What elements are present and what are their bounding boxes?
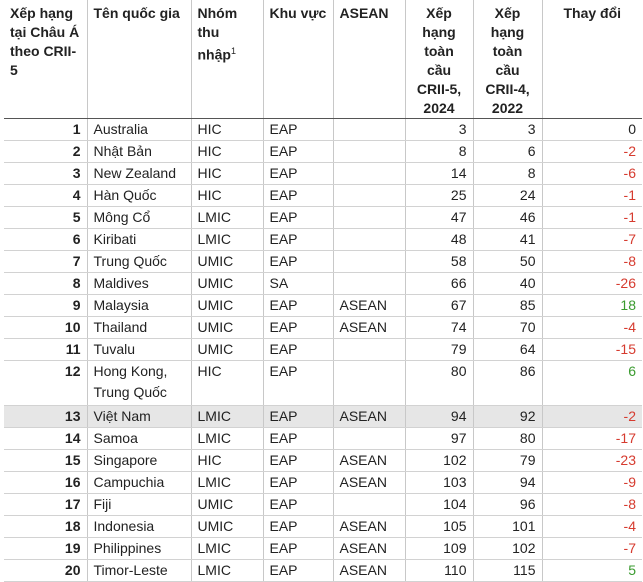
cell-country: Timor-Leste	[87, 560, 191, 582]
cell-region: EAP	[263, 516, 333, 538]
table-row	[4, 163, 642, 185]
header-country: Tên quốc gia	[87, 0, 191, 119]
cell-income: HIC	[191, 163, 263, 185]
table-row	[4, 185, 642, 207]
cell-global-rank-2024: 48	[405, 229, 473, 251]
crii-ranking-table	[4, 0, 642, 582]
table-row	[4, 339, 642, 361]
cell-region: EAP	[263, 141, 333, 163]
cell-income: LMIC	[191, 560, 263, 582]
cell-asean: ASEAN	[333, 538, 405, 560]
cell-change: -15	[542, 339, 642, 361]
cell-global-rank-2024: 105	[405, 516, 473, 538]
cell-income: LMIC	[191, 207, 263, 229]
cell-asean	[333, 163, 405, 185]
cell-global-rank-2022: 86	[473, 361, 542, 406]
cell-change: -17	[542, 428, 642, 450]
table-row	[4, 494, 642, 516]
cell-change: -4	[542, 516, 642, 538]
cell-income: HIC	[191, 141, 263, 163]
cell-region: EAP	[263, 119, 333, 141]
cell-global-rank-2024: 47	[405, 207, 473, 229]
cell-change: -4	[542, 317, 642, 339]
cell-rank: 10	[4, 317, 87, 339]
cell-country: Maldives	[87, 273, 191, 295]
cell-country: Mông Cổ	[87, 207, 191, 229]
header-global-rank-2022: Xếp hạng toàn cầu CRII-4, 2022	[473, 0, 542, 119]
table-row	[4, 229, 642, 251]
cell-rank: 18	[4, 516, 87, 538]
cell-country: Australia	[87, 119, 191, 141]
cell-income: LMIC	[191, 538, 263, 560]
cell-income: HIC	[191, 185, 263, 207]
cell-rank: 4	[4, 185, 87, 207]
cell-global-rank-2024: 25	[405, 185, 473, 207]
cell-region: EAP	[263, 472, 333, 494]
cell-rank: 11	[4, 339, 87, 361]
cell-country: Philippines	[87, 538, 191, 560]
cell-global-rank-2022: 24	[473, 185, 542, 207]
cell-global-rank-2024: 3	[405, 119, 473, 141]
cell-asean	[333, 251, 405, 273]
cell-global-rank-2024: 103	[405, 472, 473, 494]
cell-global-rank-2022: 41	[473, 229, 542, 251]
cell-income: HIC	[191, 119, 263, 141]
cell-country: Hàn Quốc	[87, 185, 191, 207]
cell-global-rank-2024: 110	[405, 560, 473, 582]
cell-rank: 2	[4, 141, 87, 163]
cell-global-rank-2024: 102	[405, 450, 473, 472]
cell-country: Việt Nam	[87, 406, 191, 428]
cell-rank: 19	[4, 538, 87, 560]
cell-asean: ASEAN	[333, 295, 405, 317]
cell-asean: ASEAN	[333, 406, 405, 428]
cell-region: EAP	[263, 428, 333, 450]
cell-global-rank-2024: 8	[405, 141, 473, 163]
cell-rank: 17	[4, 494, 87, 516]
table-body	[4, 119, 642, 582]
cell-region: EAP	[263, 450, 333, 472]
cell-change: -8	[542, 494, 642, 516]
cell-change: -26	[542, 273, 642, 295]
cell-region: EAP	[263, 538, 333, 560]
cell-rank: 16	[4, 472, 87, 494]
cell-change: -1	[542, 185, 642, 207]
cell-region: EAP	[263, 494, 333, 516]
table-row	[4, 538, 642, 560]
cell-country: Samoa	[87, 428, 191, 450]
cell-global-rank-2022: 50	[473, 251, 542, 273]
cell-global-rank-2022: 79	[473, 450, 542, 472]
header-income	[191, 0, 263, 119]
cell-rank: 9	[4, 295, 87, 317]
cell-income: UMIC	[191, 251, 263, 273]
cell-asean: ASEAN	[333, 450, 405, 472]
header-global-rank-2024: Xếp hạng toàn cầu CRII-5, 2024	[405, 0, 473, 119]
cell-global-rank-2024: 80	[405, 361, 473, 406]
cell-asean	[333, 119, 405, 141]
table-row	[4, 560, 642, 582]
cell-country: Tuvalu	[87, 339, 191, 361]
cell-rank: 13	[4, 406, 87, 428]
cell-global-rank-2022: 102	[473, 538, 542, 560]
header-rank-asia: Xếp hạng tại Châu Á theo CRII-5	[4, 0, 87, 119]
cell-change: -2	[542, 406, 642, 428]
cell-income: HIC	[191, 450, 263, 472]
cell-asean	[333, 207, 405, 229]
cell-global-rank-2024: 104	[405, 494, 473, 516]
cell-global-rank-2022: 101	[473, 516, 542, 538]
cell-income: UMIC	[191, 494, 263, 516]
cell-global-rank-2022: 96	[473, 494, 542, 516]
cell-region: EAP	[263, 251, 333, 273]
cell-change: 18	[542, 295, 642, 317]
cell-asean	[333, 141, 405, 163]
cell-change: 0	[542, 119, 642, 141]
table-row	[4, 295, 642, 317]
cell-region: EAP	[263, 317, 333, 339]
cell-country: Singapore	[87, 450, 191, 472]
income-footnote-marker: 1	[230, 46, 236, 56]
cell-global-rank-2024: 66	[405, 273, 473, 295]
table-row	[4, 119, 642, 141]
cell-global-rank-2022: 46	[473, 207, 542, 229]
cell-income: LMIC	[191, 428, 263, 450]
cell-global-rank-2022: 3	[473, 119, 542, 141]
cell-global-rank-2024: 58	[405, 251, 473, 273]
cell-change: -7	[542, 538, 642, 560]
cell-global-rank-2024: 67	[405, 295, 473, 317]
cell-global-rank-2022: 40	[473, 273, 542, 295]
cell-income: UMIC	[191, 295, 263, 317]
table-row	[4, 406, 642, 428]
cell-asean: ASEAN	[333, 516, 405, 538]
cell-region: EAP	[263, 361, 333, 406]
cell-global-rank-2024: 97	[405, 428, 473, 450]
cell-change: -8	[542, 251, 642, 273]
cell-country: Kiribati	[87, 229, 191, 251]
cell-rank: 6	[4, 229, 87, 251]
cell-rank: 7	[4, 251, 87, 273]
table-row	[4, 317, 642, 339]
cell-region: EAP	[263, 229, 333, 251]
header-income-label: Nhóm thu nhập	[197, 5, 238, 63]
cell-region: EAP	[263, 406, 333, 428]
cell-income: LMIC	[191, 472, 263, 494]
cell-asean: ASEAN	[333, 317, 405, 339]
table-row	[4, 251, 642, 273]
cell-asean	[333, 229, 405, 251]
cell-rank: 5	[4, 207, 87, 229]
cell-change: -9	[542, 472, 642, 494]
cell-change: -6	[542, 163, 642, 185]
cell-country: Fiji	[87, 494, 191, 516]
cell-global-rank-2022: 85	[473, 295, 542, 317]
cell-region: EAP	[263, 295, 333, 317]
cell-change: 5	[542, 560, 642, 582]
cell-rank: 14	[4, 428, 87, 450]
table-row	[4, 361, 642, 406]
cell-income: UMIC	[191, 339, 263, 361]
cell-asean	[333, 185, 405, 207]
cell-region: EAP	[263, 185, 333, 207]
cell-region: SA	[263, 273, 333, 295]
cell-rank: 12	[4, 361, 87, 406]
cell-global-rank-2022: 8	[473, 163, 542, 185]
table-row	[4, 207, 642, 229]
cell-region: EAP	[263, 163, 333, 185]
header-change: Thay đổi	[542, 0, 642, 119]
header-region: Khu vực	[263, 0, 333, 119]
table-row	[4, 141, 642, 163]
cell-country: Hong Kong, Trung Quốc	[87, 361, 191, 406]
cell-country: Indonesia	[87, 516, 191, 538]
cell-income: LMIC	[191, 229, 263, 251]
cell-change: -2	[542, 141, 642, 163]
cell-rank: 8	[4, 273, 87, 295]
cell-rank: 15	[4, 450, 87, 472]
cell-asean	[333, 339, 405, 361]
table-row	[4, 516, 642, 538]
cell-country: Malaysia	[87, 295, 191, 317]
cell-country: Nhật Bản	[87, 141, 191, 163]
cell-region: EAP	[263, 339, 333, 361]
cell-change: -1	[542, 207, 642, 229]
cell-rank: 3	[4, 163, 87, 185]
cell-global-rank-2022: 115	[473, 560, 542, 582]
cell-change: -23	[542, 450, 642, 472]
cell-asean	[333, 273, 405, 295]
cell-rank: 1	[4, 119, 87, 141]
cell-global-rank-2022: 80	[473, 428, 542, 450]
cell-change: 6	[542, 361, 642, 406]
cell-income: HIC	[191, 361, 263, 406]
cell-global-rank-2022: 70	[473, 317, 542, 339]
cell-country: Campuchia	[87, 472, 191, 494]
cell-asean: ASEAN	[333, 560, 405, 582]
table-row	[4, 273, 642, 295]
cell-global-rank-2024: 79	[405, 339, 473, 361]
cell-rank: 20	[4, 560, 87, 582]
cell-income: LMIC	[191, 406, 263, 428]
cell-global-rank-2022: 64	[473, 339, 542, 361]
cell-global-rank-2024: 14	[405, 163, 473, 185]
cell-global-rank-2024: 94	[405, 406, 473, 428]
cell-change: -7	[542, 229, 642, 251]
header-row	[4, 0, 642, 119]
table-row	[4, 450, 642, 472]
cell-asean: ASEAN	[333, 472, 405, 494]
cell-region: EAP	[263, 560, 333, 582]
cell-income: UMIC	[191, 516, 263, 538]
table-row	[4, 428, 642, 450]
cell-country: New Zealand	[87, 163, 191, 185]
cell-country: Thailand	[87, 317, 191, 339]
cell-global-rank-2024: 109	[405, 538, 473, 560]
cell-income: UMIC	[191, 273, 263, 295]
cell-global-rank-2022: 6	[473, 141, 542, 163]
table-row	[4, 472, 642, 494]
header-asean: ASEAN	[333, 0, 405, 119]
cell-global-rank-2022: 94	[473, 472, 542, 494]
cell-income: UMIC	[191, 317, 263, 339]
cell-asean	[333, 494, 405, 516]
cell-global-rank-2024: 74	[405, 317, 473, 339]
cell-country: Trung Quốc	[87, 251, 191, 273]
cell-region: EAP	[263, 207, 333, 229]
cell-asean	[333, 428, 405, 450]
cell-asean	[333, 361, 405, 406]
cell-global-rank-2022: 92	[473, 406, 542, 428]
